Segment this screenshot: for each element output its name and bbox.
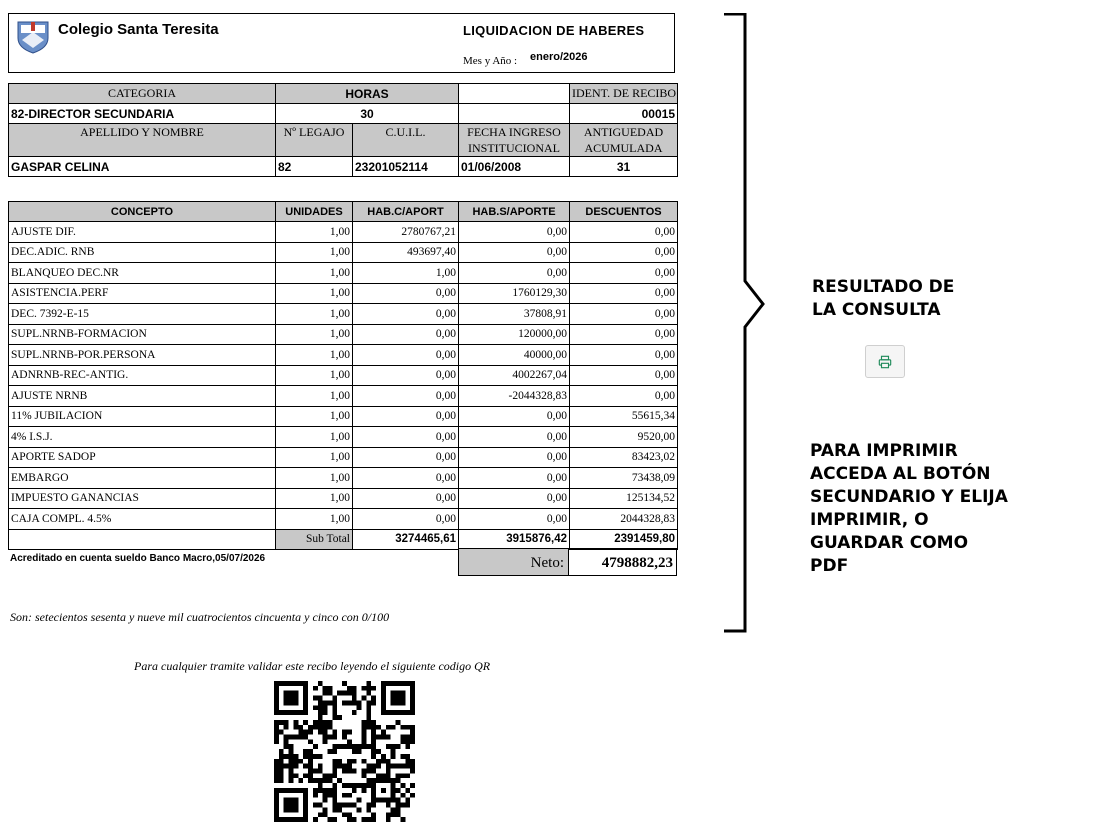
subtotal-descuentos: 2391459,80 — [570, 529, 678, 550]
concept-row — [9, 488, 678, 509]
concept-name: BLANQUEO DEC.NR — [9, 263, 276, 284]
empty-cell — [459, 104, 570, 124]
fecha-ingreso-label: FECHA INGRESO INSTITUCIONAL — [459, 124, 570, 157]
concept-name: SUPL.NRNB-FORMACION — [9, 324, 276, 345]
document-title: LIQUIDACION DE HABERES — [463, 23, 645, 38]
concept-row — [9, 283, 678, 304]
concept-row — [9, 386, 678, 407]
concept-hab-s-aporte: -2044328,83 — [459, 386, 570, 407]
fecha-ingreso-value: 01/06/2008 — [459, 157, 570, 177]
concept-name: ASISTENCIA.PERF — [9, 283, 276, 304]
concept-hab-c-aport: 2780767,21 — [353, 222, 459, 243]
cuil-label: C.U.I.L. — [353, 124, 459, 157]
concept-descuentos: 0,00 — [570, 283, 678, 304]
printer-icon — [878, 355, 892, 369]
concept-descuentos: 9520,00 — [570, 427, 678, 448]
concept-descuentos: 125134,52 — [570, 488, 678, 509]
concept-descuentos: 73438,09 — [570, 468, 678, 489]
concept-unidades: 1,00 — [276, 427, 353, 448]
concept-name: DEC. 7392-E-15 — [9, 304, 276, 325]
concept-row — [9, 427, 678, 448]
concept-unidades: 1,00 — [276, 386, 353, 407]
concept-hab-c-aport: 1,00 — [353, 263, 459, 284]
concept-row — [9, 365, 678, 386]
concept-name: ADNRNB-REC-ANTIG. — [9, 365, 276, 386]
concept-hab-s-aporte: 0,00 — [459, 427, 570, 448]
qr-caption: Para cualquier tramite validar este recibo leyendo el siguiente codigo QR — [134, 659, 491, 673]
concept-row — [9, 509, 678, 530]
concept-descuentos: 0,00 — [570, 263, 678, 284]
horas-value: 30 — [276, 104, 459, 124]
concept-unidades: 1,00 — [276, 304, 353, 325]
concept-hab-s-aporte: 0,00 — [459, 468, 570, 489]
column-header: CONCEPTO — [9, 202, 276, 222]
horas-label: HORAS — [276, 84, 459, 104]
empty-cell — [9, 529, 276, 550]
column-header: HAB.S/APORTE — [459, 202, 570, 222]
antiguedad-value: 31 — [570, 157, 678, 177]
concept-hab-c-aport: 0,00 — [353, 304, 459, 325]
column-header: UNIDADES — [276, 202, 353, 222]
concept-unidades: 1,00 — [276, 242, 353, 263]
concept-hab-s-aporte: 0,00 — [459, 222, 570, 243]
column-header: DESCUENTOS — [570, 202, 678, 222]
concept-hab-c-aport: 0,00 — [353, 406, 459, 427]
concept-name: EMBARGO — [9, 468, 276, 489]
concept-unidades: 1,00 — [276, 468, 353, 489]
concept-name: AJUSTE NRNB — [9, 386, 276, 407]
cuil-value: 23201052114 — [353, 157, 459, 177]
print-instructions: PARA IMPRIMIR ACCEDA AL BOTÓN SECUNDARIO Y ELIJA IMPRIMIR, O GUARDAR COMO PDF — [810, 441, 1008, 576]
concept-hab-c-aport: 0,00 — [353, 427, 459, 448]
subtotal-hab-c-aport: 3274465,61 — [353, 529, 459, 550]
concept-name: SUPL.NRNB-POR.PERSONA — [9, 345, 276, 366]
concept-hab-s-aporte: 0,00 — [459, 488, 570, 509]
concept-hab-c-aport: 0,00 — [353, 447, 459, 468]
concept-row — [9, 304, 678, 325]
legajo-label: Nº LEGAJO — [276, 124, 353, 157]
legajo-value: 82 — [276, 157, 353, 177]
categoria-value: 82-DIRECTOR SECUNDARIA — [9, 104, 276, 124]
concept-descuentos: 0,00 — [570, 222, 678, 243]
categoria-label: CATEGORIA — [9, 84, 276, 104]
concept-unidades: 1,00 — [276, 509, 353, 530]
concept-descuentos: 83423,02 — [570, 447, 678, 468]
subtotal-label: Sub Total — [276, 529, 353, 550]
concept-row — [9, 222, 678, 243]
concept-name: CAJA COMPL. 4.5% — [9, 509, 276, 530]
concept-name: AJUSTE DIF. — [9, 222, 276, 243]
print-button[interactable] — [865, 345, 905, 378]
concept-unidades: 1,00 — [276, 283, 353, 304]
concept-row — [9, 345, 678, 366]
concept-descuentos: 0,00 — [570, 365, 678, 386]
concept-hab-s-aporte: 0,00 — [459, 447, 570, 468]
concept-hab-s-aporte: 4002267,04 — [459, 365, 570, 386]
concept-hab-c-aport: 0,00 — [353, 468, 459, 489]
bank-note: Acreditado en cuenta sueldo Banco Macro,05/07/2026 — [10, 553, 266, 564]
concept-hab-s-aporte: 1760129,30 — [459, 283, 570, 304]
period-value: enero/2026 — [530, 51, 588, 63]
concept-unidades: 1,00 — [276, 324, 353, 345]
concept-descuentos: 2044328,83 — [570, 509, 678, 530]
concept-hab-c-aport: 0,00 — [353, 365, 459, 386]
concept-row — [9, 242, 678, 263]
concept-descuentos: 0,00 — [570, 345, 678, 366]
concept-hab-c-aport: 0,00 — [353, 488, 459, 509]
concept-hab-c-aport: 493697,40 — [353, 242, 459, 263]
neto-value: 4798882,23 — [568, 548, 677, 576]
concept-name: 11% JUBILACION — [9, 406, 276, 427]
concept-unidades: 1,00 — [276, 447, 353, 468]
concept-rows — [9, 222, 678, 530]
concept-unidades: 1,00 — [276, 406, 353, 427]
neto-label: Neto: — [458, 548, 569, 576]
concept-row — [9, 468, 678, 489]
antiguedad-label: ANTIGUEDAD ACUMULADA — [570, 124, 678, 157]
concept-row — [9, 324, 678, 345]
concept-unidades: 1,00 — [276, 222, 353, 243]
concept-descuentos: 0,00 — [570, 304, 678, 325]
concept-unidades: 1,00 — [276, 488, 353, 509]
school-logo — [16, 18, 50, 54]
concept-descuentos: 0,00 — [570, 386, 678, 407]
concept-hab-s-aporte: 37808,91 — [459, 304, 570, 325]
concept-name: IMPUESTO GANANCIAS — [9, 488, 276, 509]
subtotal-hab-s-aporte: 3915876,42 — [459, 529, 570, 550]
school-name: Colegio Santa Teresita — [58, 21, 219, 38]
concept-descuentos: 0,00 — [570, 324, 678, 345]
concept-descuentos: 55615,34 — [570, 406, 678, 427]
bracket-decoration — [722, 13, 766, 633]
concept-hab-s-aporte: 0,00 — [459, 242, 570, 263]
concept-unidades: 1,00 — [276, 365, 353, 386]
concept-unidades: 1,00 — [276, 345, 353, 366]
column-header: HAB.C/APORT — [353, 202, 459, 222]
concept-hab-c-aport: 0,00 — [353, 283, 459, 304]
ident-recibo-label: IDENT. DE RECIBO — [570, 84, 678, 104]
concept-hab-s-aporte: 0,00 — [459, 263, 570, 284]
concept-hab-s-aporte: 0,00 — [459, 406, 570, 427]
empty-cell — [459, 84, 570, 104]
concept-hab-s-aporte: 40000,00 — [459, 345, 570, 366]
concept-row — [9, 406, 678, 427]
concept-hab-c-aport: 0,00 — [353, 386, 459, 407]
concept-hab-c-aport: 0,00 — [353, 345, 459, 366]
concepts-table — [8, 201, 678, 550]
apellido-nombre-label: APELLIDO Y NOMBRE — [9, 124, 276, 157]
concept-name: APORTE SADOP — [9, 447, 276, 468]
concept-row — [9, 263, 678, 284]
concept-hab-s-aporte: 120000,00 — [459, 324, 570, 345]
concept-hab-s-aporte: 0,00 — [459, 509, 570, 530]
ident-recibo-value: 00015 — [570, 104, 678, 124]
concept-hab-c-aport: 0,00 — [353, 324, 459, 345]
concept-name: 4% I.S.J. — [9, 427, 276, 448]
apellido-nombre-value: GASPAR CELINA — [9, 157, 276, 177]
concept-descuentos: 0,00 — [570, 242, 678, 263]
result-title: RESULTADO DE LA CONSULTA — [812, 277, 955, 320]
concept-hab-c-aport: 0,00 — [353, 509, 459, 530]
concept-row — [9, 447, 678, 468]
employee-info-table — [8, 83, 678, 177]
amount-in-words: Son: setecientos sesenta y nueve mil cuatrocientos cincuenta y cinco con 0/100 — [10, 610, 390, 624]
period-label: Mes y Año : — [463, 55, 518, 67]
concept-unidades: 1,00 — [276, 263, 353, 284]
concept-name: DEC.ADIC. RNB — [9, 242, 276, 263]
qr-code — [274, 681, 415, 822]
